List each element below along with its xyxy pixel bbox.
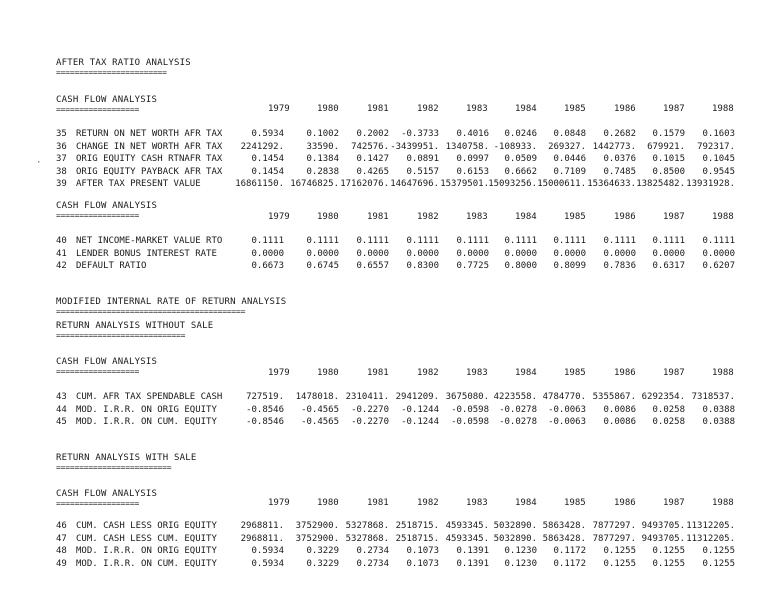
row-number: 42 — [56, 261, 67, 271]
year-header: 1980 — [317, 212, 339, 222]
row-label: NET INCOME-MARKET VALUE RTO — [76, 236, 223, 246]
table-cell: 0.1073 — [406, 546, 439, 556]
year-header: 1980 — [317, 498, 339, 508]
year-header: 1985 — [564, 104, 586, 114]
table-cell: 0.1391 — [456, 559, 489, 569]
year-header: 1987 — [663, 104, 685, 114]
table-cell: 5863428. — [542, 534, 586, 544]
year-header: 1980 — [317, 368, 339, 378]
table-cell: -0.0278 — [499, 405, 537, 415]
table-cell: 0.9545 — [702, 167, 735, 177]
table-cell: -0.1244 — [401, 405, 439, 415]
table-cell: 3752900. — [295, 534, 339, 544]
table-cell: 5327868. — [345, 534, 389, 544]
table-cell: 0.4016 — [456, 129, 489, 139]
row-number: 49 — [56, 559, 67, 569]
row-number: 36 — [56, 142, 67, 152]
row-label: ORIG EQUITY PAYBACK AFR TAX — [76, 167, 223, 177]
table-cell: -0.0598 — [451, 417, 489, 427]
table-cell: -0.8546 — [246, 417, 284, 427]
table-cell: 3752900. — [295, 521, 339, 531]
row-label: ORIG EQUITY CASH RTNAFR TAX — [76, 154, 223, 164]
table-cell: 269327. — [548, 142, 586, 152]
table-cell: 0.2682 — [603, 129, 636, 139]
table-cell: 0.1111 — [456, 236, 489, 246]
table-cell: 16861150. — [235, 179, 284, 189]
table-cell: 0.1111 — [406, 236, 439, 246]
year-header: 1988 — [712, 368, 734, 378]
table-cell: 7877297. — [592, 521, 636, 531]
year-header: 1979 — [268, 368, 290, 378]
year-header: 1981 — [367, 212, 389, 222]
table-cell: 0.5157 — [406, 167, 439, 177]
table-cell: 679921. — [647, 142, 685, 152]
row-number: 39 — [56, 179, 67, 189]
table-cell: 0.5934 — [251, 129, 284, 139]
year-header: 1987 — [663, 368, 685, 378]
year-header: 1984 — [515, 498, 537, 508]
table-cell: 0.1603 — [702, 129, 735, 139]
table-cell: 0.1255 — [603, 559, 636, 569]
table-cell: 1478018. — [295, 392, 339, 402]
table-cell: 4593345. — [445, 534, 489, 544]
row-label: MOD. I.R.R. ON ORIG EQUITY — [76, 405, 217, 415]
table-cell: 0.6557 — [356, 261, 389, 271]
table-cell: 0.0891 — [406, 154, 439, 164]
table-cell: 0.0000 — [306, 249, 339, 259]
row-number: 48 — [56, 546, 67, 556]
table-cell: 0.2734 — [356, 546, 389, 556]
table-cell: 2941209. — [395, 392, 439, 402]
row-number: 46 — [56, 521, 67, 531]
table-cell: 0.7725 — [456, 261, 489, 271]
year-header: 1981 — [367, 104, 389, 114]
table-cell: 0.1111 — [356, 236, 389, 246]
row-label: MOD. I.R.R. ON ORIG EQUITY — [76, 546, 217, 556]
year-header: 1983 — [466, 368, 488, 378]
year-header: 1988 — [712, 104, 734, 114]
table-cell: 0.0388 — [702, 417, 735, 427]
table-cell: 0.0000 — [406, 249, 439, 259]
table-cell: 0.1230 — [504, 559, 537, 569]
table-cell: -0.2270 — [351, 417, 389, 427]
year-header: 1982 — [417, 212, 439, 222]
table-cell: 0.7109 — [553, 167, 586, 177]
table-cell: 0.0000 — [251, 249, 284, 259]
subheading: CASH FLOW ANALYSIS — [56, 95, 158, 105]
table-cell: 0.1255 — [603, 546, 636, 556]
year-header: 1986 — [614, 498, 636, 508]
year-header: 1986 — [614, 368, 636, 378]
table-cell: 0.0000 — [553, 249, 586, 259]
year-header: 1982 — [417, 368, 439, 378]
table-cell: 0.4265 — [356, 167, 389, 177]
table-cell: 7877297. — [592, 534, 636, 544]
table-cell: 0.7836 — [603, 261, 636, 271]
year-header: 1985 — [564, 368, 586, 378]
year-header: 1985 — [564, 212, 586, 222]
section-heading: RETURN ANALYSIS WITH SALE — [56, 453, 197, 463]
row-number: 44 — [56, 405, 67, 415]
table-cell: 0.8099 — [553, 261, 586, 271]
table-cell: 13931928. — [686, 179, 735, 189]
table-cell: 742576. — [351, 142, 389, 152]
table-cell: 6292354. — [641, 392, 685, 402]
row-label: CUM. CASH LESS ORIG EQUITY — [76, 521, 217, 531]
year-header: 1984 — [515, 104, 537, 114]
table-cell: 33590. — [306, 142, 339, 152]
table-cell: 5032890. — [493, 534, 537, 544]
table-cell: 0.1255 — [652, 546, 685, 556]
row-label: DEFAULT RATIO — [76, 261, 147, 271]
year-header: 1980 — [317, 104, 339, 114]
row-label: CHANGE IN NET WORTH AFR TAX — [76, 142, 223, 152]
table-cell: -0.0278 — [499, 417, 537, 427]
table-cell: 5032890. — [493, 521, 537, 531]
section-heading: RETURN ANALYSIS WITHOUT SALE — [56, 321, 214, 331]
row-number: 41 — [56, 249, 67, 259]
table-cell: 0.6317 — [652, 261, 685, 271]
table-cell: 0.1255 — [702, 559, 735, 569]
table-cell: 0.0997 — [456, 154, 489, 164]
year-header: 1988 — [712, 212, 734, 222]
table-cell: 2241292. — [240, 142, 284, 152]
row-label: MOD. I.R.R. ON CUM. EQUITY — [76, 417, 217, 427]
table-cell: 0.0376 — [603, 154, 636, 164]
year-header: 1984 — [515, 368, 537, 378]
table-cell: 4593345. — [445, 521, 489, 531]
row-label: RETURN ON NET WORTH AFR TAX — [76, 129, 223, 139]
year-header: 1981 — [367, 498, 389, 508]
table-cell: 0.0000 — [652, 249, 685, 259]
table-cell: 0.1073 — [406, 559, 439, 569]
table-cell: 0.1579 — [652, 129, 685, 139]
heading-underline: ========================================= — [56, 307, 246, 316]
table-cell: 0.0086 — [603, 417, 636, 427]
table-cell: -3439951. — [390, 142, 439, 152]
table-cell: 0.1255 — [702, 546, 735, 556]
table-cell: 0.5934 — [251, 546, 284, 556]
table-cell: 0.1002 — [306, 129, 339, 139]
year-header: 1988 — [712, 498, 734, 508]
subheading-underline: ================== — [56, 367, 140, 376]
scan-mark: · — [36, 158, 42, 168]
year-header: 1983 — [466, 104, 488, 114]
table-cell: -0.1244 — [401, 417, 439, 427]
subheading-underline: ================== — [56, 499, 140, 508]
year-header: 1986 — [614, 104, 636, 114]
section-heading: MODIFIED INTERNAL RATE OF RETURN ANALYSIS — [56, 297, 287, 307]
table-cell: 5355867. — [592, 392, 636, 402]
heading-underline: ======================== — [56, 68, 167, 77]
year-header: 1985 — [564, 498, 586, 508]
table-cell: 0.1111 — [603, 236, 636, 246]
table-cell: 0.8500 — [652, 167, 685, 177]
table-cell: 0.0086 — [603, 405, 636, 415]
table-cell: 5327868. — [345, 521, 389, 531]
year-header: 1986 — [614, 212, 636, 222]
row-number: 47 — [56, 534, 67, 544]
row-number: 43 — [56, 392, 67, 402]
table-cell: 792317. — [697, 142, 735, 152]
table-cell: 0.0388 — [702, 405, 735, 415]
year-header: 1987 — [663, 212, 685, 222]
table-cell: 11312205. — [686, 534, 735, 544]
heading-underline: ========================= — [56, 463, 172, 472]
table-cell: 0.5934 — [251, 559, 284, 569]
table-cell: 17162076. — [340, 179, 389, 189]
year-header: 1984 — [515, 212, 537, 222]
table-cell: 0.1427 — [356, 154, 389, 164]
table-cell: -0.8546 — [246, 405, 284, 415]
row-label: CUM. AFR TAX SPENDABLE CASH — [76, 392, 223, 402]
table-cell: 3675080. — [445, 392, 489, 402]
row-label: CUM. CASH LESS CUM. EQUITY — [76, 534, 217, 544]
table-cell: 0.0258 — [652, 405, 685, 415]
year-header: 1987 — [663, 498, 685, 508]
table-cell: 0.6662 — [504, 167, 537, 177]
table-cell: 0.1111 — [553, 236, 586, 246]
table-cell: -0.0063 — [548, 405, 586, 415]
table-cell: -108933. — [493, 142, 537, 152]
table-cell: 0.0446 — [553, 154, 586, 164]
table-cell: 727519. — [246, 392, 284, 402]
table-cell: 0.8300 — [406, 261, 439, 271]
table-cell: 15379501. — [440, 179, 489, 189]
year-header: 1982 — [417, 104, 439, 114]
table-cell: 0.1172 — [553, 546, 586, 556]
table-cell: 1340758. — [445, 142, 489, 152]
subheading: CASH FLOW ANALYSIS — [56, 201, 158, 211]
table-cell: 0.2838 — [306, 167, 339, 177]
row-label: AFTER TAX PRESENT VALUE — [76, 179, 201, 189]
table-cell: 0.1111 — [306, 236, 339, 246]
table-cell: 4223558. — [493, 392, 537, 402]
row-number: 38 — [56, 167, 67, 177]
table-cell: 16746825. — [290, 179, 339, 189]
table-cell: 2518715. — [395, 534, 439, 544]
table-cell: 0.8000 — [504, 261, 537, 271]
table-cell: 14647696. — [390, 179, 439, 189]
year-header: 1983 — [466, 498, 488, 508]
table-cell: 0.1391 — [456, 546, 489, 556]
table-cell: 0.0246 — [504, 129, 537, 139]
row-number: 45 — [56, 417, 67, 427]
table-cell: 0.1255 — [652, 559, 685, 569]
table-cell: 7318537. — [691, 392, 735, 402]
row-number: 35 — [56, 129, 67, 139]
table-cell: 0.2734 — [356, 559, 389, 569]
table-cell: 2310411. — [345, 392, 389, 402]
year-header: 1982 — [417, 498, 439, 508]
subheading-underline: ================== — [56, 211, 140, 220]
table-cell: -0.3733 — [401, 129, 439, 139]
year-header: 1981 — [367, 368, 389, 378]
table-cell: 0.0000 — [356, 249, 389, 259]
table-cell: 0.1045 — [702, 154, 735, 164]
row-label: MOD. I.R.R. ON CUM. EQUITY — [76, 559, 217, 569]
table-cell: 5863428. — [542, 521, 586, 531]
section-heading: AFTER TAX RATIO ANALYSIS — [56, 58, 191, 68]
table-cell: 0.3229 — [306, 559, 339, 569]
table-cell: 0.1111 — [504, 236, 537, 246]
table-cell: 0.6745 — [306, 261, 339, 271]
table-cell: -0.2270 — [351, 405, 389, 415]
table-cell: -0.0598 — [451, 405, 489, 415]
table-cell: 0.1454 — [251, 167, 284, 177]
table-cell: 9493705. — [641, 521, 685, 531]
table-cell: 0.1230 — [504, 546, 537, 556]
table-cell: 0.0848 — [553, 129, 586, 139]
table-cell: 0.0000 — [702, 249, 735, 259]
table-cell: 0.1172 — [553, 559, 586, 569]
table-cell: 0.0509 — [504, 154, 537, 164]
table-cell: 0.3229 — [306, 546, 339, 556]
table-cell: 0.0000 — [504, 249, 537, 259]
table-cell: 0.6207 — [702, 261, 735, 271]
table-cell: 0.0000 — [456, 249, 489, 259]
year-header: 1979 — [268, 104, 290, 114]
table-cell: 0.6153 — [456, 167, 489, 177]
table-cell: 0.2002 — [356, 129, 389, 139]
table-cell: 2518715. — [395, 521, 439, 531]
table-cell: 2968811. — [240, 534, 284, 544]
row-number: 37 — [56, 154, 67, 164]
table-cell: 9493705. — [641, 534, 685, 544]
table-cell: 1442773. — [592, 142, 636, 152]
row-label: LENDER BONUS INTEREST RATE — [76, 249, 217, 259]
table-cell: 4784770. — [542, 392, 586, 402]
table-cell: 11312205. — [686, 521, 735, 531]
table-cell: 2968811. — [240, 521, 284, 531]
table-cell: 15364633. — [587, 179, 636, 189]
year-header: 1983 — [466, 212, 488, 222]
table-cell: 0.1111 — [702, 236, 735, 246]
table-cell: 0.1111 — [251, 236, 284, 246]
table-cell: 15093256. — [488, 179, 537, 189]
table-cell: 15000611. — [537, 179, 586, 189]
table-cell: 0.0258 — [652, 417, 685, 427]
table-cell: 0.1454 — [251, 154, 284, 164]
table-cell: 0.6673 — [251, 261, 284, 271]
table-cell: -0.0063 — [548, 417, 586, 427]
heading-underline: ============================ — [56, 331, 186, 340]
subheading: CASH FLOW ANALYSIS — [56, 489, 158, 499]
table-cell: 13825482. — [636, 179, 685, 189]
subheading: CASH FLOW ANALYSIS — [56, 357, 158, 367]
table-cell: 0.1111 — [652, 236, 685, 246]
row-number: 40 — [56, 236, 67, 246]
table-cell: 0.1384 — [306, 154, 339, 164]
table-cell: 0.0000 — [603, 249, 636, 259]
year-header: 1979 — [268, 212, 290, 222]
table-cell: 0.1015 — [652, 154, 685, 164]
year-header: 1979 — [268, 498, 290, 508]
table-cell: -0.4565 — [301, 405, 339, 415]
subheading-underline: ================== — [56, 105, 140, 114]
table-cell: -0.4565 — [301, 417, 339, 427]
table-cell: 0.7485 — [603, 167, 636, 177]
